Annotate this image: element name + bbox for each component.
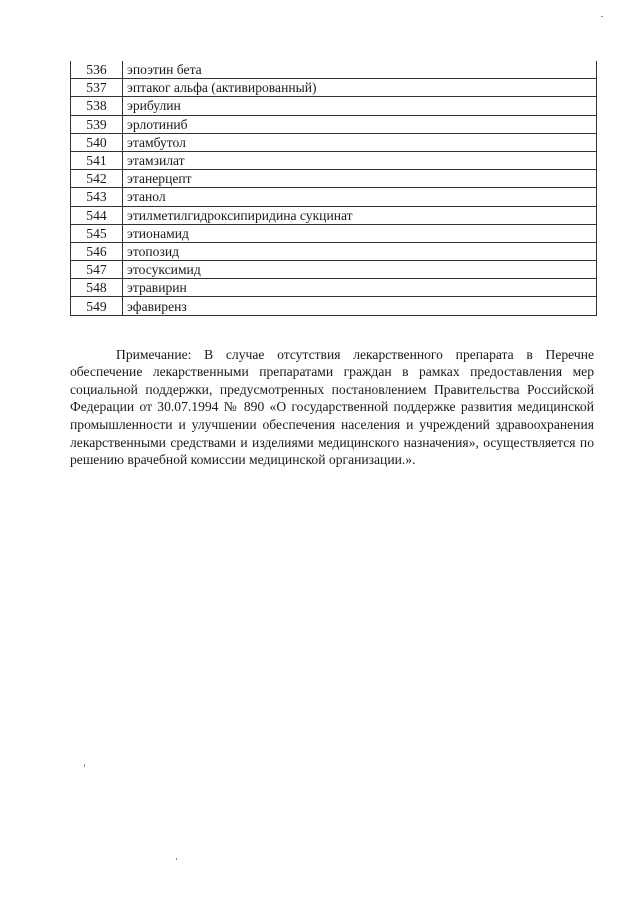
table-row: [71, 279, 597, 297]
table-row: [71, 297, 597, 315]
table-row: [71, 97, 597, 115]
drug-name: этамзилат: [123, 151, 597, 169]
table-row: [71, 261, 597, 279]
row-number: 543: [71, 188, 123, 206]
row-number: 545: [71, 224, 123, 242]
table-row: [71, 61, 597, 79]
table-row: [71, 133, 597, 151]
row-number: 546: [71, 242, 123, 260]
drug-name: эптаког альфа (активированный): [123, 79, 597, 97]
drug-name: этанол: [123, 188, 597, 206]
drug-name: этанерцепт: [123, 170, 597, 188]
row-number: 549: [71, 297, 123, 315]
drug-list-body: [71, 61, 597, 315]
row-number: 536: [71, 61, 123, 79]
table-row: [71, 115, 597, 133]
row-number: 538: [71, 97, 123, 115]
drug-name: этамбутол: [123, 133, 597, 151]
table-row: [71, 151, 597, 169]
table-row: [71, 242, 597, 260]
table-row: [71, 170, 597, 188]
row-number: 540: [71, 133, 123, 151]
drug-name: этионамид: [123, 224, 597, 242]
drug-name: этопозид: [123, 242, 597, 260]
table-row: [71, 224, 597, 242]
row-number: 542: [71, 170, 123, 188]
scan-speck: [84, 764, 85, 767]
drug-name: этравирин: [123, 279, 597, 297]
table-row: [71, 188, 597, 206]
row-number: 547: [71, 261, 123, 279]
row-number: 537: [71, 79, 123, 97]
table-row: [71, 206, 597, 224]
scan-speck: [176, 858, 177, 860]
drug-list-table: [70, 61, 597, 316]
row-number: 539: [71, 115, 123, 133]
scan-speck: [601, 16, 603, 17]
row-number: 541: [71, 151, 123, 169]
table-row: [71, 79, 597, 97]
row-number: 548: [71, 279, 123, 297]
row-number: 544: [71, 206, 123, 224]
drug-name: этилметилгидроксипиридина сукцинат: [123, 206, 597, 224]
drug-name: эрибулин: [123, 97, 597, 115]
drug-name: этосуксимид: [123, 261, 597, 279]
drug-name: эрлотиниб: [123, 115, 597, 133]
footnote-paragraph: Примечание: В случае отсутствия лекарственного препарата в Перечне обеспечение лекарственными препаратами граждан в рамках предоставления мер социальной поддержки, предусмотренных постановлением Правительства Российской Федерации от 30.07.1994 № 890 «О государственной поддержке развития медицинской промышленности и улучшении обеспечения населения и учреждений здравоохранения лекарственными средствами и изделиями медицинского назначения», осуществляется по решению врачебной комиссии медицинской организации.».: [70, 346, 594, 468]
drug-name: эпоэтин бета: [123, 61, 597, 79]
drug-name: эфавиренз: [123, 297, 597, 315]
